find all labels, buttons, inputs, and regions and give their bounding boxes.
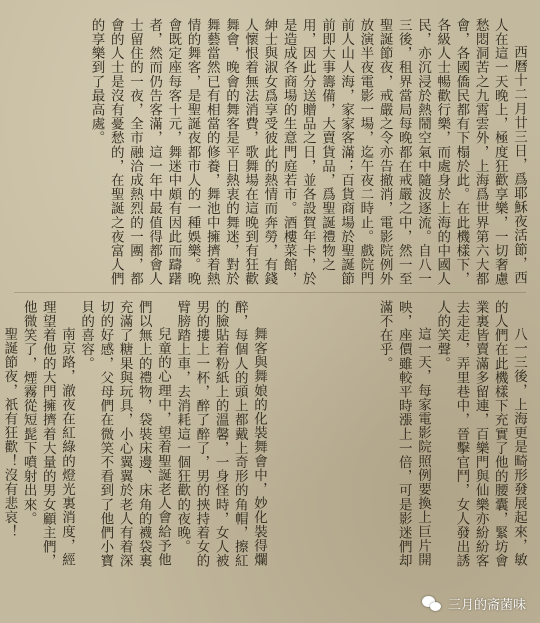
article-bottom-left-section	[1, 300, 268, 580]
section-divider	[14, 292, 526, 293]
paragraph: 舞客與舞娘的化裝舞會中，妙化裝得爛醉，每個人的頭上都戴上奇形的角帽，擦紅的臉貼着粉紙上的溫馨，一身怪時，女人被男的摟上一杯，醉了醉了，男的挾持着女的臂膀踏上車，去消耗這一個狂歡的夜晚。	[174, 300, 267, 568]
paragraph: 八一三後，上海更是畸形發展起來，敏的人們在此機樣下充實了他的腰囊，緊坊會業裏皆賣滿多留連，百樂門與仙樂亦紛紛客去走走，弄里巷中，晉擊官鬥，女人發出誘人的笑聲。	[434, 300, 527, 568]
paragraph: 西曆十二月廿三日，爲耶穌夜活節，西人在這一天晚上，極度狂歡享樂，一切奢慮愁悶洞苦之九霄雲外，上海爲世界第六大都會，各國僑民都有下榻於此。在此機樣下，各級人士暢歡行樂，而處身於上海的中國人民，亦沉浸於熱鬧空氣中隨波逐流。自八一三後，租界當局每晚都在戒嚴之中，然一至聖誕節夜，戒嚴之令亦告撤消，電影院例外放演半夜電影一場，迄午夜二時止。戲院門前人山人海，家家客滿；百貨商場於聖誕節前即大事籌備，大賣貨品，爲聖誕禮物之用，因此分送贈品之日，並各設賀年卡，於是造成各商場的生意門庭若市。酒樓菜館，紳士與淑女爲享受彼此的熱情而奔勞，有錢人懷恨着無法消費，歌舞場在這晚到有狂歡舞會，晚會的舞客是平日熱衷的舞迷，對於舞藝當然已有相當的修養，舞池中擁擠着熱情的舞客，是聖誕夜都市人的一種娛樂。晚會既定座每客十元，舞迷中頗有因此而躊躇者，然而仍告客滿，這一年中最值得都會人士留住的一夜，全市融洽成熱烈的一團，都會的人士是沒有憂愁的，在聖誕之夜富人們的享樂到了最高處。	[88, 18, 527, 286]
paragraph: 聖誕節夜，祇有狂歡！沒有悲哀！	[1, 327, 18, 539]
paragraph: 兒童的心理中，望着聖誕老人會給予他們以無上的禮物，袋裝床邊、床角的襪袋裏充滿了糖果與玩具，小心翼翼於老人有着深切的好感，父母們在微笑不看到了他們小寶貝的喜容。	[78, 300, 171, 568]
article-top-section	[18, 18, 528, 288]
wechat-icon	[422, 596, 442, 612]
watermark	[422, 594, 526, 613]
watermark-label: 三月的斋菌味	[447, 598, 526, 613]
article-bottom-right-section	[278, 300, 528, 580]
paragraph: 南京路，澈夜在紅綠的燈光裏消度，經理望着他的大門擁擠着大量的男女顧主們，他微笑了，煙霧從短髭下噴射出來。	[20, 300, 75, 568]
paragraph: 這一天，每家電影院照例要換上巨片開映，座價雖較平時漲上一倍，可是影迷們却滿不在乎。	[376, 300, 431, 568]
